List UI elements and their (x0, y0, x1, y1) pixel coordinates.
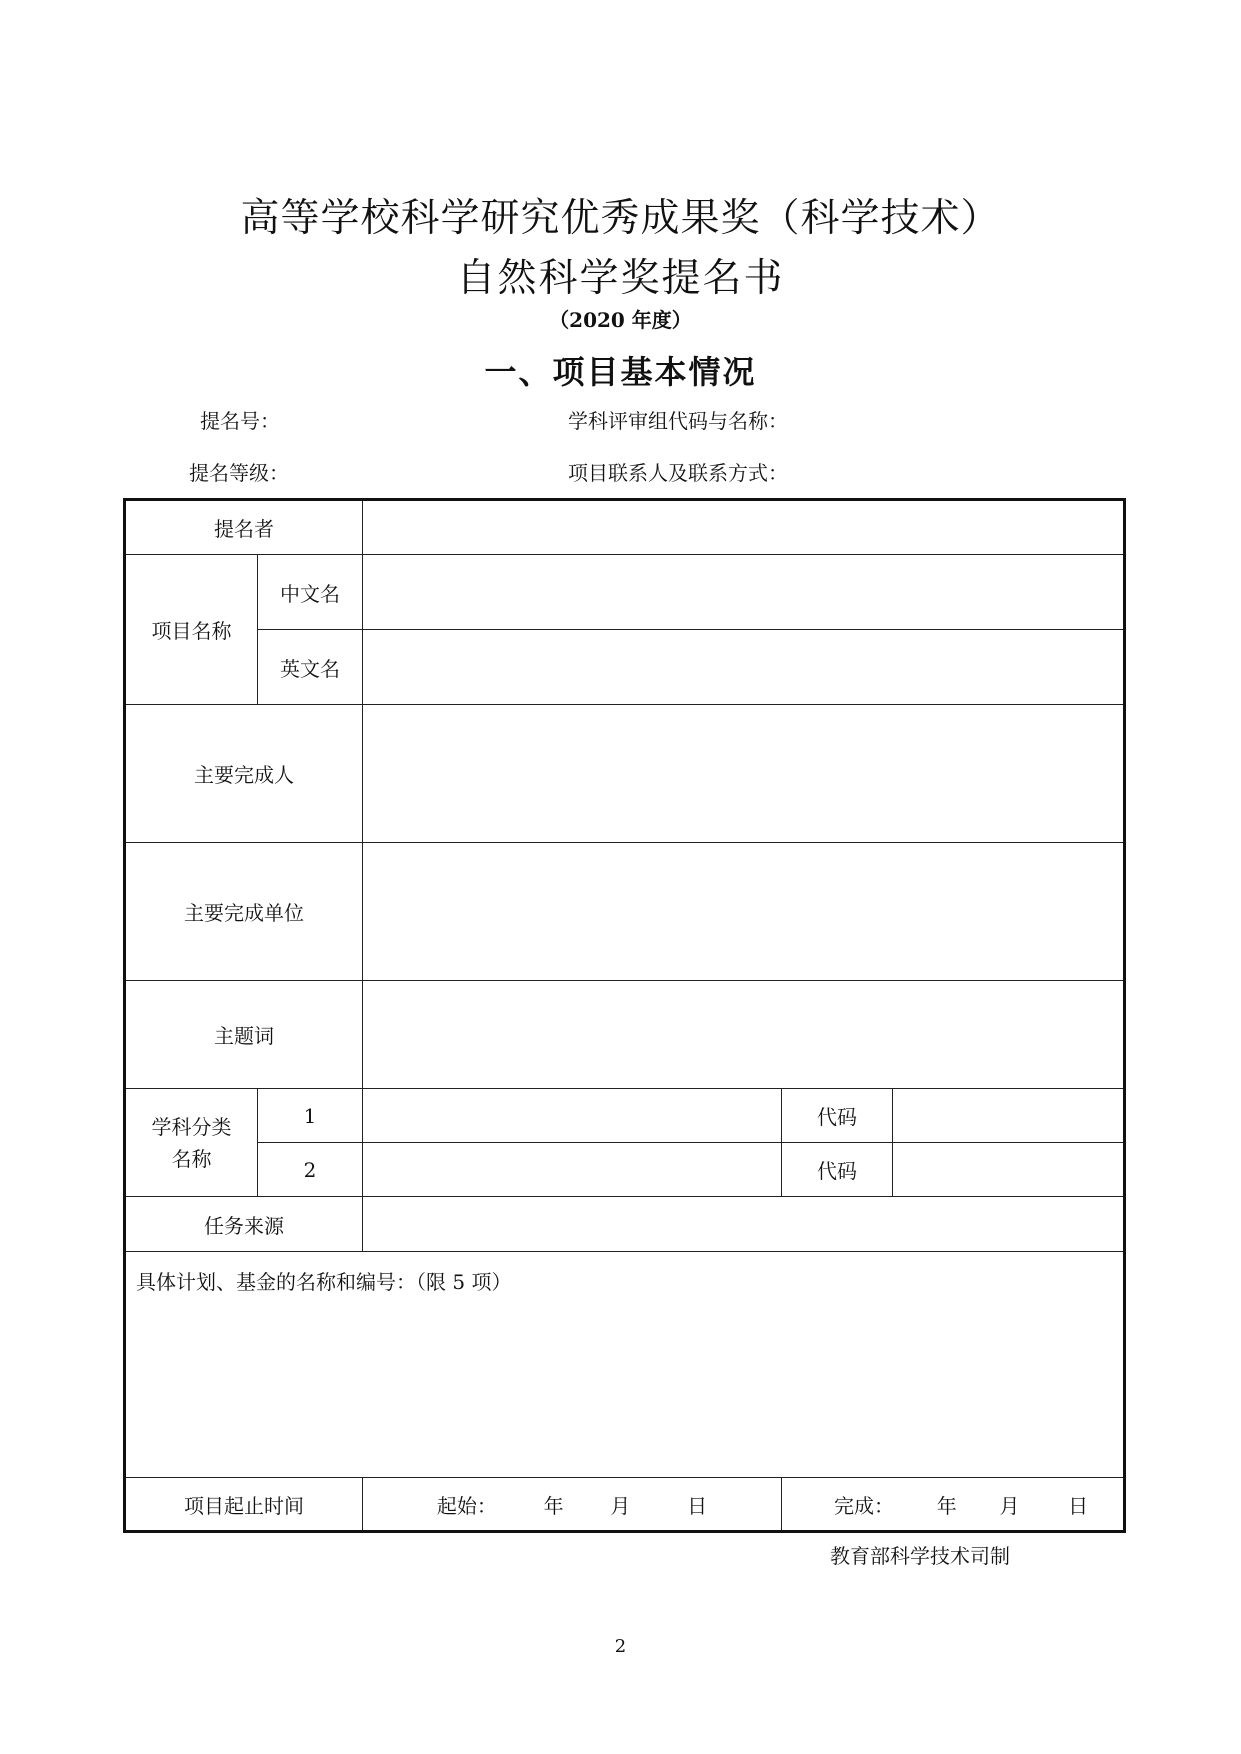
main-contributors-field[interactable] (363, 705, 1125, 843)
discipline-1-name-field[interactable] (363, 1089, 782, 1143)
page-number: 2 (614, 1636, 627, 1657)
discipline-2-name-field[interactable] (363, 1143, 782, 1197)
task-source-field[interactable] (363, 1197, 1125, 1252)
end-day-unit: 日 (1068, 1493, 1089, 1518)
chinese-name-field[interactable] (363, 555, 1125, 630)
main-units-label: 主要完成单位 (125, 843, 363, 981)
discipline-row-1-number: 1 (258, 1089, 363, 1143)
nomination-level-label: 提名等级： (189, 461, 289, 485)
start-month-unit: 月 (610, 1493, 631, 1518)
period-label: 项目起止时间 (125, 1478, 363, 1532)
code-label-1: 代码 (782, 1089, 893, 1143)
keywords-field[interactable] (363, 981, 1125, 1089)
code-label-2: 代码 (782, 1143, 893, 1197)
discipline-label-line2: 名称 (171, 1146, 212, 1171)
info-table (123, 498, 1126, 1533)
discipline-row-2-number: 2 (258, 1143, 363, 1197)
start-year-unit: 年 (543, 1493, 564, 1518)
main-contributors-label: 主要完成人 (125, 705, 363, 843)
task-source-label: 任务来源 (125, 1197, 363, 1252)
nomination-number-label: 提名号： (200, 409, 280, 433)
start-label: 起始： (436, 1493, 497, 1518)
discipline-label-line1: 学科分类 (151, 1114, 232, 1139)
discipline-2-code-field[interactable] (893, 1143, 1125, 1197)
start-day-unit: 日 (687, 1493, 708, 1518)
discipline-label (125, 1089, 258, 1197)
main-units-field[interactable] (363, 843, 1125, 981)
plans-funds-field[interactable] (125, 1252, 1125, 1478)
year-label: （2020 年度） (549, 308, 692, 332)
nominator-label: 提名者 (125, 500, 363, 555)
document-title: 高等学校科学研究优秀成果奖（科学技术） (240, 196, 1001, 241)
plans-funds-label: 具体计划、基金的名称和编号：（限 5 项） (136, 1270, 512, 1294)
end-month-unit: 月 (999, 1493, 1020, 1518)
document-subtitle: 自然科学奖提名书 (456, 256, 785, 301)
discipline-1-code-field[interactable] (893, 1089, 1125, 1143)
start-date-field[interactable] (363, 1478, 782, 1532)
end-date-field[interactable] (782, 1478, 1125, 1532)
section-heading: 一、项目基本情况 (484, 353, 757, 391)
project-name-label: 项目名称 (125, 555, 258, 705)
chinese-name-label: 中文名 (258, 555, 363, 630)
subject-group-label: 学科评审组代码与名称： (568, 409, 788, 433)
contact-label: 项目联系人及联系方式： (568, 461, 788, 485)
issuing-organization: 教育部科学技术司制 (830, 1544, 1010, 1568)
end-label: 完成： (834, 1493, 894, 1518)
keywords-label: 主题词 (125, 981, 363, 1089)
english-name-label: 英文名 (258, 630, 363, 705)
english-name-field[interactable] (363, 630, 1125, 705)
end-year-unit: 年 (936, 1493, 957, 1518)
nominator-field[interactable] (363, 500, 1125, 555)
